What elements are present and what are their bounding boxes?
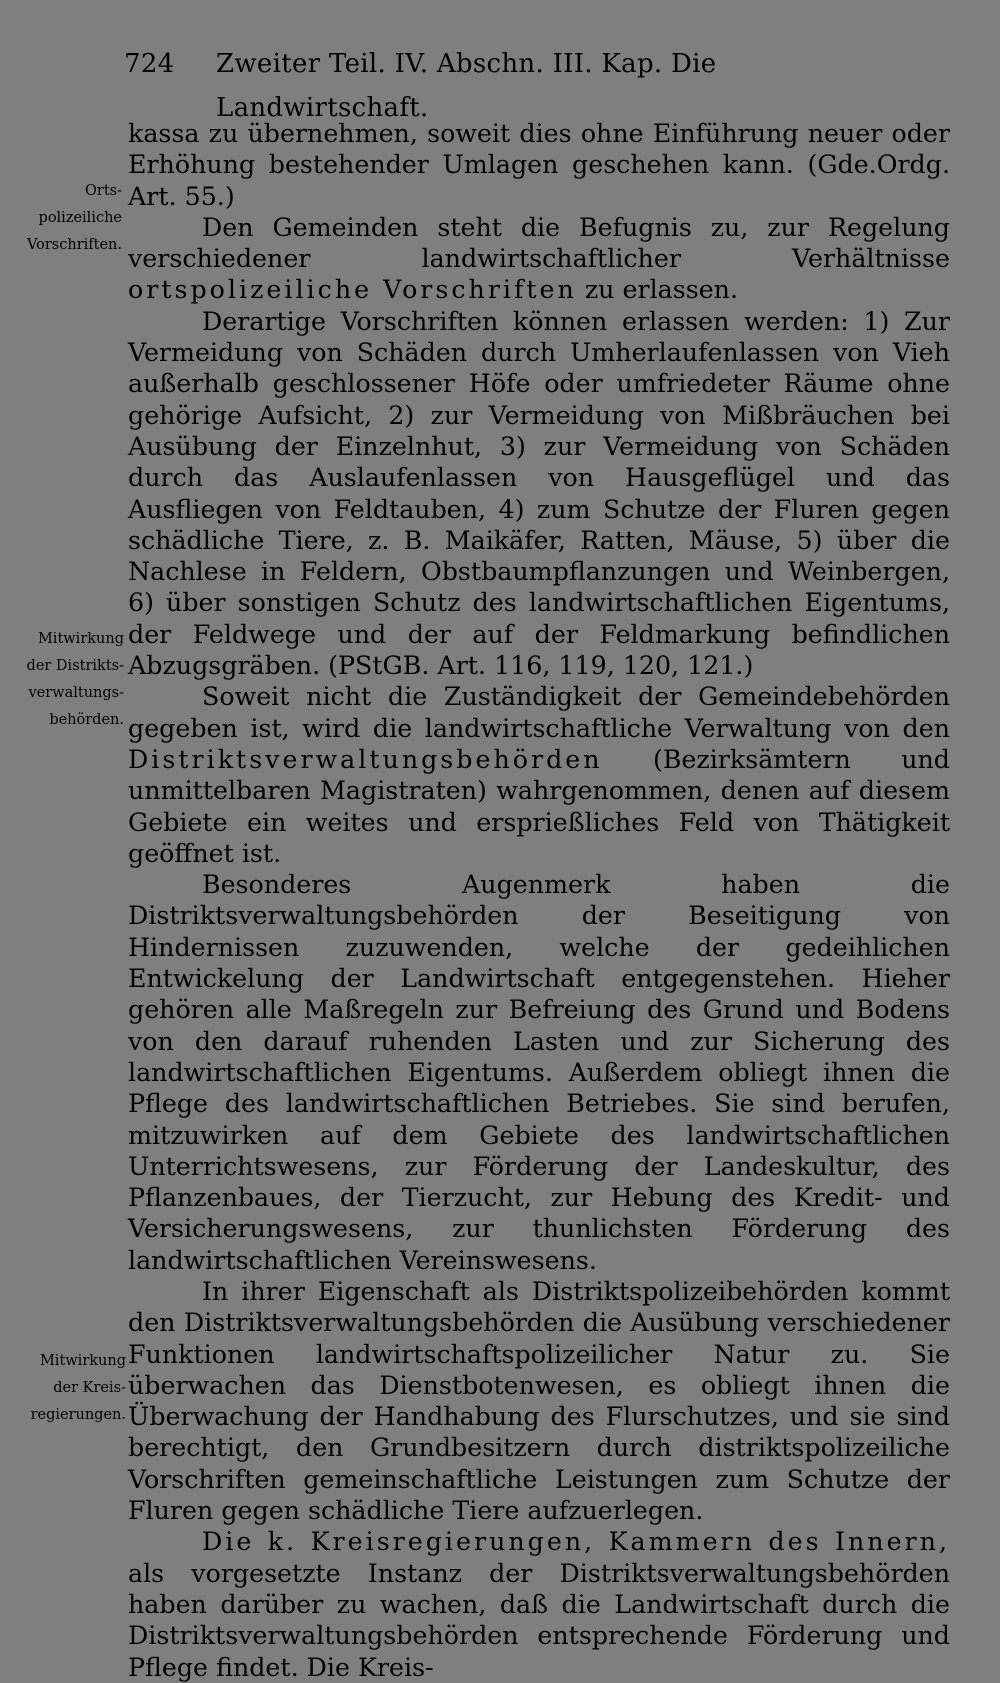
spaced-term: Distriktsverwaltungsbehörden [128,744,603,774]
paragraph-text: zu erlassen. [576,275,739,305]
paragraph [128,681,950,869]
paragraph [128,1276,950,1526]
margin-note-line: Orts- [85,183,122,199]
paragraph-text: Besonderes Augenmerk haben die Distriktsverwaltungsbehörden der Beseitigung von Hindernissen zuzuwenden, welche der gedeihlichen Entwickelung der Landwirtschaft entgegenstehen. Hieher gehören alle Maßregeln zur Befreiung des Grund und Bodens von den darauf ruhenden Lasten und zur Sicherung des landwirtschaftlichen Eigentums. Außerdem obliegt ihnen die Pflege des landwirtschaftlichen Betriebes. Sie sind berufen, mitzuwirken auf dem Gebiete des landwirtschaftlichen Unterrichtswesens, zur Förderung der Landeskultur, des Pflanzenbaues, der Tierzucht, zur Hebung des Kredit- und Versicherungswesens, zur thunlichsten Förderung des landwirtschaftlichen Vereinswesens. [128,870,950,1275]
margin-note-line: regierungen. [30,1407,126,1423]
margin-note-kreisregierungen [4,1348,126,1429]
paragraph-text: Den Gemeinden steht die Befugnis zu, zur Regelung verschiedener landwirtschaftlicher Verhältnisse [128,212,950,274]
margin-note-line: Mitwirkung [37,631,124,647]
margin-note-distriktsverwaltungsbehoerden [4,626,124,734]
paragraph [128,1526,950,1682]
body-text [128,118,950,1683]
margin-note-line: behörden. [49,712,124,728]
paragraph-text: Soweit nicht die Zuständigkeit der Gemeindebehörden gegeben ist, wird die landwirtschaftliche Verwaltung von den [128,682,950,743]
running-header [124,42,854,123]
margin-note-line: verwaltungs- [28,685,124,701]
margin-note-ortspolizeiliche-vorschriften [4,178,122,259]
paragraph-text: Derartige Vorschriften können erlassen werden: 1) Zur Vermeidung von Schäden durch Umherlaufenlassen von Vieh außerhalb geschlossener Höfe oder umfriedeter Räume ohne gehörige Aufsicht, 2) zur Vermeidung von Mißbräuchen bei Ausübung der Einzelnhut, 3) zur Vermeidung von Schäden durch das Auslaufenlassen von Hausgeflügel und das Ausfliegen von Feldtauben, 4) zum Schutze der Fluren gegen schädliche Tiere, z. B. Maikäfer, Ratten, Mäuse, 5) über die Nachlese in Feldern, Obstbaumpflanzungen und Weinbergen, 6) über sonstigen Schutz des landwirtschaftlichen Eigentums, der Feldwege und der auf der Feldmarkung befindlichen Abzugsgräben. (PStGB. Art. 116, 119, 120, 121.) [128,306,950,681]
paragraph [128,118,950,212]
running-title: Zweiter Teil. IV. Abschn. III. Kap. Die Landwirtschaft. [216,49,717,123]
paragraph-text: als vorgesetzte Instanz der Distriktsverwaltungsbehörden haben darüber zu wachen, daß die Landwirtschaft durch die Distriktsverwaltungsbehörden entsprechende Förderung und Pflege findet. Die Kreis- [128,1558,950,1682]
margin-note-line: polizeiliche [38,210,122,226]
margin-note-line: der Kreis- [53,1380,126,1396]
margin-note-line: Mitwirkung [39,1353,126,1369]
paragraph-text: (Bezirksämtern und unmittelbaren Magistraten) wahrgenommen, denen auf diesem Gebiete ein weites und ersprießliches Feld von Thätigkeit geöffnet ist. [128,744,950,868]
paragraph [128,306,950,682]
paragraph-text: In ihrer Eigenschaft als Distriktspolizeibehörden kommt den Distriktsverwaltungsbehörden die Ausübung verschiedener Funktionen landwirtschaftspolizeilicher Natur zu. Sie überwachen das Dienstbotenwesen, es obliegt ihnen die Überwachung der Handhabung des Flurschutzes, und sie sind berechtigt, den Grundbesitzern durch distriktspolizeiliche Vorschriften gemeinschaftliche Leistungen zum Schutze der Fluren gegen schädliche Tiere aufzuerlegen. [128,1276,950,1526]
paragraph [128,869,950,1276]
margin-note-line: der Distrikts- [26,658,124,674]
paragraph [128,212,950,306]
paragraph-text: kassa zu übernehmen, soweit dies ohne Einführung neuer oder Erhöhung bestehender Umlagen geschehen kann. (Gde.Ordg. Art. 55.) [128,119,950,211]
spaced-term: ortspolizeiliche Vorschriften [128,275,577,305]
margin-note-line: Vorschriften. [27,237,122,253]
page-number: 724 [124,49,175,79]
spaced-term: Die k. Kreisregierungen, Kammern des Innern, [202,1527,950,1557]
